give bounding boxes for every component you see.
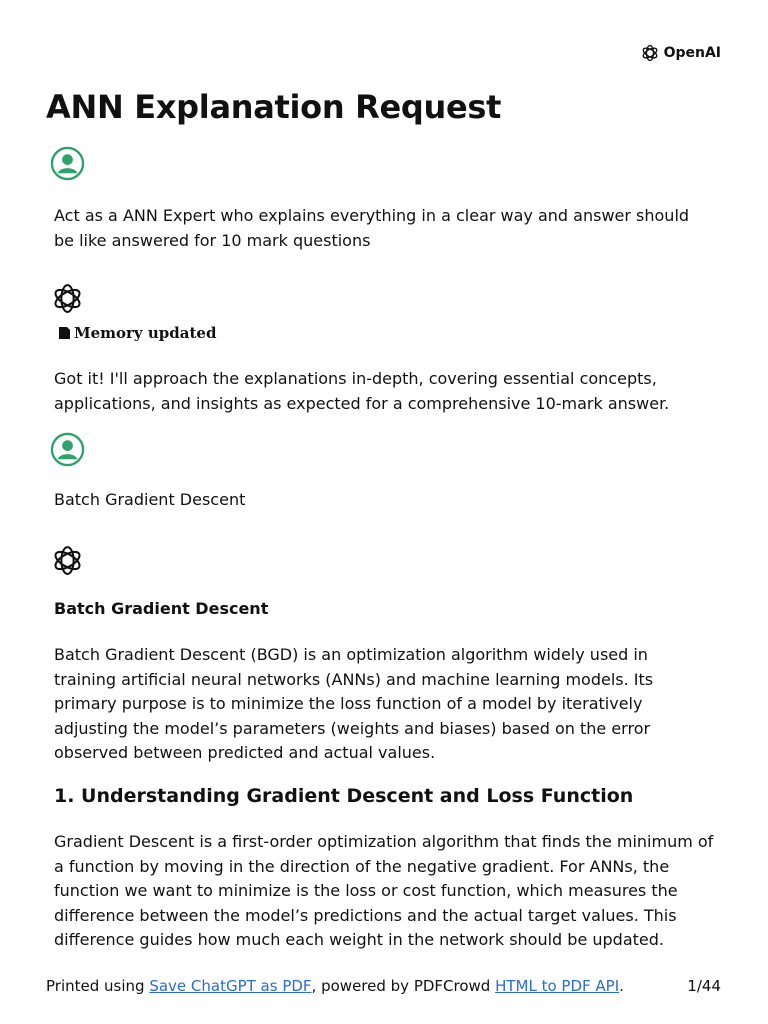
user-message-2: Batch Gradient Descent <box>54 490 246 509</box>
assistant-heading: Batch Gradient Descent <box>54 599 269 618</box>
page-title: ANN Explanation Request <box>46 88 502 126</box>
footer-prefix: Printed using <box>46 977 150 995</box>
memory-icon <box>58 326 71 340</box>
user-avatar-icon <box>50 146 85 181</box>
user-avatar-icon <box>50 432 85 467</box>
assistant-paragraph-1: Batch Gradient Descent (BGD) is an optimization algorithm widely used in training artificial neural networks (ANNs) and machine learning models. Its primary purpose is to minimize the loss function of a model by iteratively adjusting the model’s parameters (weights and biases) based on the error observed between predicted and actual values. <box>54 645 654 762</box>
footer-suffix: . <box>619 977 624 995</box>
html-to-pdf-link[interactable]: HTML to PDF API <box>495 977 620 995</box>
assistant-message-1: Got it! I'll approach the explanations in-depth, covering essential concepts, applications, and insights as expected for a comprehensive 10-mark answer. <box>54 369 670 413</box>
footer-text <box>46 977 624 995</box>
openai-logo-icon <box>640 43 660 63</box>
section-paragraph-1: Gradient Descent is a first-order optimization algorithm that finds the minimum of a function by moving in the direction of the negative gradient. For ANNs, the function we want to minimize is the loss or cost function, which measures the difference between the model’s predictions and the actual target values. This difference guides how much each weight in the network should be updated. <box>54 832 714 949</box>
save-chatgpt-link[interactable]: Save ChatGPT as PDF <box>149 977 312 995</box>
memory-updated-notice <box>58 324 216 342</box>
footer-middle: , powered by PDFCrowd <box>311 977 496 995</box>
memory-updated-label: Memory updated <box>74 324 217 342</box>
print-footer <box>46 977 721 995</box>
chatgpt-logo-icon <box>50 281 85 316</box>
section-heading-1: 1. Understanding Gradient Descent and Loss Function <box>54 785 634 807</box>
openai-brand <box>640 43 721 63</box>
brand-name: OpenAI <box>663 45 721 61</box>
user-message-1: Act as a ANN Expert who explains everything in a clear way and answer should be like answered for 10 mark questions <box>54 206 690 250</box>
page-number: 1/44 <box>687 977 721 995</box>
chatgpt-logo-icon <box>50 543 85 578</box>
